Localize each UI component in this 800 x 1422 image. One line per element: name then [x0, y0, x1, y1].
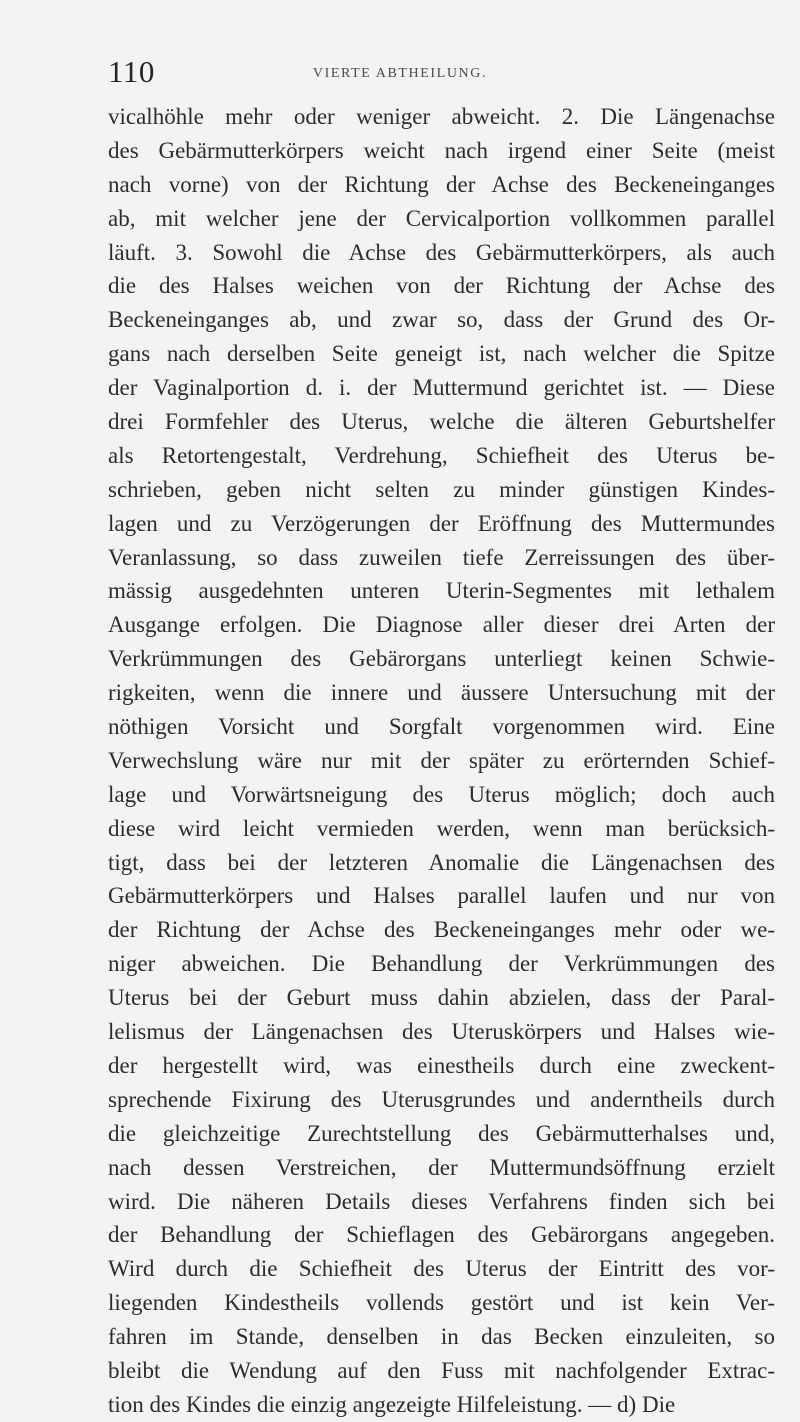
body-text: [108, 100, 775, 1422]
text-line: des Gebärmutterkörpers weicht nach irgend einer Seite (meist: [108, 137, 775, 163]
text-line: nach dessen Verstreichen, der Muttermundsöffnung erzielt: [108, 1154, 775, 1180]
text-line: Beckeneinganges ab, und zwar so, dass der Grund des Or-: [108, 307, 775, 333]
text-line: Ausgange erfolgen. Die Diagnose aller dieser drei Arten der: [108, 612, 775, 638]
text-line: die des Halses weichen von der Richtung der Achse des: [108, 273, 775, 299]
text-line: der Behandlung der Schieflagen des Gebärorgans angegeben.: [108, 1222, 775, 1248]
text-line: Gebärmutterkörpers und Halses parallel laufen und nur von: [108, 883, 775, 909]
text-line: mässig ausgedehnten unteren Uterin-Segmentes mit lethalem: [108, 578, 775, 604]
text-line: drei Formfehler des Uterus, welche die älteren Geburtshelfer: [108, 409, 775, 435]
text-line: diese wird leicht vermieden werden, wenn man berücksich-: [108, 815, 775, 841]
text-line: Uterus bei der Geburt muss dahin abzielen, dass der Paral-: [108, 985, 775, 1011]
text-line: Verkrümmungen des Gebärorgans unterliegt keinen Schwie-: [108, 646, 775, 672]
text-line: schrieben, geben nicht selten zu minder günstigen Kindes-: [108, 476, 775, 502]
text-line: tigt, dass bei der letzteren Anomalie die Längenachsen des: [108, 849, 775, 875]
text-line: liegenden Kindestheils vollends gestört und ist kein Ver-: [108, 1290, 775, 1316]
text-line: sprechende Fixirung des Uterusgrundes und anderntheils durch: [108, 1086, 775, 1112]
text-line: der Richtung der Achse des Beckeneinganges mehr oder we-: [108, 917, 775, 943]
text-line: Veranlassung, so dass zuweilen tiefe Zerreissungen des über-: [108, 544, 775, 570]
text-line: der Vaginalportion d. i. der Muttermund gerichtet ist. — Diese: [108, 375, 775, 401]
text-line: rigkeiten, wenn die innere und äussere Untersuchung mit der: [108, 680, 775, 706]
text-line: ab, mit welcher jene der Cervicalportion vollkommen parallel: [108, 205, 775, 231]
text-line: gans nach derselben Seite geneigt ist, nach welcher die Spitze: [108, 341, 775, 367]
text-line: lagen und zu Verzögerungen der Eröffnung des Muttermundes: [108, 510, 775, 536]
text-line: nöthigen Vorsicht und Sorgfalt vorgenommen wird. Eine: [108, 714, 775, 740]
running-head: VIERTE ABTHEILUNG.: [312, 66, 488, 81]
text-line: tion des Kindes die einzig angezeigte Hilfeleistung. — d) Die: [108, 1391, 676, 1417]
text-line: läuft. 3. Sowohl die Achse des Gebärmutterkörpers, als auch: [108, 239, 775, 265]
text-line: der hergestellt wird, was einestheils durch eine zweckent-: [108, 1052, 775, 1078]
text-line: fahren im Stande, denselben in das Becken einzuleiten, so: [108, 1324, 775, 1350]
text-line: lage und Vorwärtsneigung des Uterus möglich; doch auch: [108, 781, 775, 807]
text-line: wird. Die näheren Details dieses Verfahrens finden sich bei: [108, 1188, 775, 1214]
page-number: 110: [108, 54, 155, 89]
text-line: als Retortengestalt, Verdrehung, Schiefheit des Uterus be-: [108, 442, 775, 468]
text-line: Verwechslung wäre nur mit der später zu erörternden Schief-: [108, 747, 775, 773]
text-line: vicalhöhle mehr oder weniger abweicht. 2. Die Längenachse: [108, 104, 775, 129]
text-line: die gleichzeitige Zurechtstellung des Gebärmutterhalses und,: [108, 1120, 775, 1146]
text-line: niger abweichen. Die Behandlung der Verkrümmungen des: [108, 951, 775, 977]
text-line: bleibt die Wendung auf den Fuss mit nachfolgender Extrac-: [108, 1357, 775, 1383]
text-line: nach vorne) von der Richtung der Achse des Beckeneinganges: [108, 171, 775, 197]
text-line: lelismus der Längenachsen des Uteruskörpers und Halses wie-: [108, 1019, 775, 1045]
text-line: Wird durch die Schiefheit des Uterus der Eintritt des vor-: [108, 1256, 775, 1282]
